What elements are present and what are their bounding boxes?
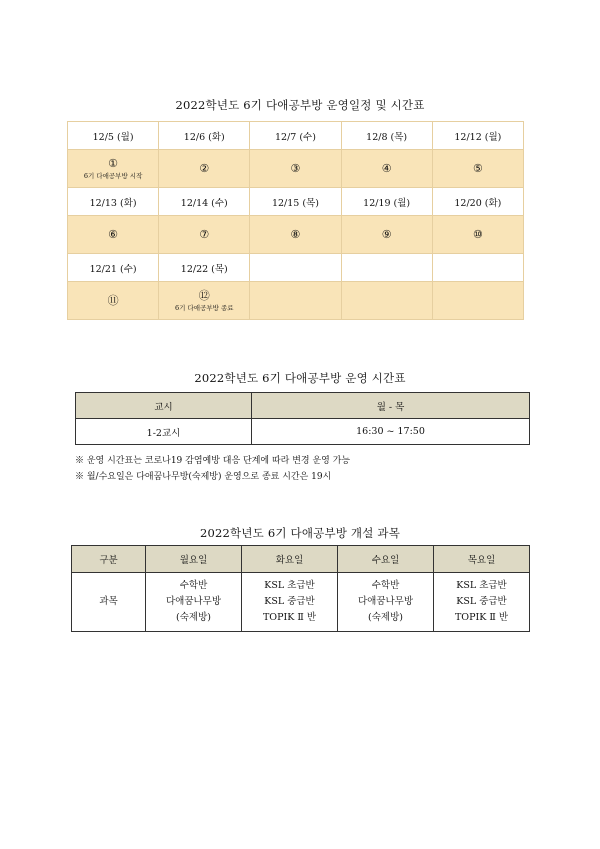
session-number: ⑦ [199,228,210,241]
courses-header-row [72,546,530,573]
calendar-date-row [68,188,524,216]
calendar-date-cell: 12/5 (월) [68,122,159,150]
calendar-session-cell [341,150,432,188]
session-number: ④ [381,162,392,175]
calendar-date-cell: 12/7 (수) [250,122,341,150]
calendar-session-row [68,150,524,188]
session-note: 6기 다애공부방 시작 [83,171,143,180]
courses-header-day: 월요일 [146,546,242,573]
session-number: ⑥ [108,228,119,241]
schedule-note: ※ 운영 시간표는 코로나19 감염예방 대응 단계에 따라 변경 운영 가능 [75,456,351,466]
courses-row-label: 과목 [72,573,146,632]
calendar-date-cell: 12/14 (수) [159,188,250,216]
courses-header-day: 목요일 [434,546,530,573]
calendar-session-cell [159,282,250,320]
session-number: ⑩ [472,228,483,241]
calendar-session-row [68,216,524,254]
courses-cell-monday [146,573,242,632]
courses-header-day: 화요일 [242,546,338,573]
calendar-empty-cell [432,254,523,282]
calendar-title: 2022학년도 6기 다애공부방 운영일정 및 시간표 [175,98,425,112]
session-number: ② [199,162,210,175]
calendar-date-cell: 12/6 (화) [159,122,250,150]
session-number: ⑤ [472,162,483,175]
course-item: KSL 중급반 [456,596,507,607]
calendar-date-cell: 12/21 (수) [68,254,159,282]
session-number: ⑧ [290,228,301,241]
schedule-title: 2022학년도 6기 다애공부방 운영 시간표 [194,371,406,385]
courses-header-day: 수요일 [338,546,434,573]
courses-cell-wednesday [338,573,434,632]
calendar-session-cell [432,150,523,188]
schedule-table [75,392,530,445]
courses-cell-tuesday [242,573,338,632]
courses-table [71,545,530,632]
calendar-date-row [68,122,524,150]
course-item: 다애꿈나무방 [165,596,222,607]
course-item: (숙제방) [176,612,211,623]
session-number: ⑪ [107,294,119,307]
calendar-session-cell [250,216,341,254]
course-item: 수학반 [179,580,208,591]
schedule-row [76,419,530,445]
schedule-header-row [76,393,530,419]
calendar-empty-cell [432,282,523,320]
schedule-note: ※ 월/수요일은 다애꿈나무방(숙제방) 운영으로 종료 시간은 19시 [75,472,332,482]
calendar-session-cell [159,216,250,254]
session-number: ① [108,156,119,170]
calendar-empty-cell [341,254,432,282]
course-item: 다애꿈나무방 [357,596,414,607]
calendar-session-cell [68,150,159,188]
session-number: ⑫ [198,288,210,302]
course-item: TOPIK Ⅱ 반 [262,612,317,623]
schedule-notes [75,453,350,485]
calendar-session-cell [68,282,159,320]
calendar-date-cell: 12/20 (화) [432,188,523,216]
calendar-session-row [68,282,524,320]
calendar-session-cell [68,216,159,254]
calendar-date-cell: 12/13 (화) [68,188,159,216]
calendar-date-cell: 12/22 (목) [159,254,250,282]
schedule-header-days: 월 - 목 [252,393,530,419]
calendar-date-cell: 12/12 (월) [432,122,523,150]
operation-calendar [67,121,524,320]
session-number: ③ [290,162,301,175]
calendar-session-cell [250,150,341,188]
calendar-date-cell: 12/19 (월) [341,188,432,216]
course-item: KSL 초급반 [264,580,315,591]
calendar-empty-cell [341,282,432,320]
calendar-date-row [68,254,524,282]
calendar-empty-cell [250,282,341,320]
course-item: 수학반 [371,580,400,591]
courses-row [72,573,530,632]
calendar-empty-cell [250,254,341,282]
calendar-date-cell: 12/15 (목) [250,188,341,216]
session-number: ⑨ [381,228,392,241]
calendar-session-cell [341,216,432,254]
schedule-time: 16:30 ~ 17:50 [252,419,530,445]
calendar-session-cell [159,150,250,188]
schedule-header-period: 교시 [76,393,252,419]
schedule-period: 1-2교시 [76,419,252,445]
calendar-date-cell: 12/8 (목) [341,122,432,150]
course-item: KSL 초급반 [456,580,507,591]
course-item: (숙제방) [368,612,403,623]
session-note: 6기 다애공부방 종료 [175,303,234,312]
courses-title: 2022학년도 6기 다애공부방 개설 과목 [199,526,401,540]
course-item: TOPIK Ⅱ 반 [454,612,509,623]
courses-cell-thursday [434,573,530,632]
courses-header-category: 구분 [72,546,146,573]
course-item: KSL 중급반 [264,596,315,607]
calendar-session-cell [432,216,523,254]
